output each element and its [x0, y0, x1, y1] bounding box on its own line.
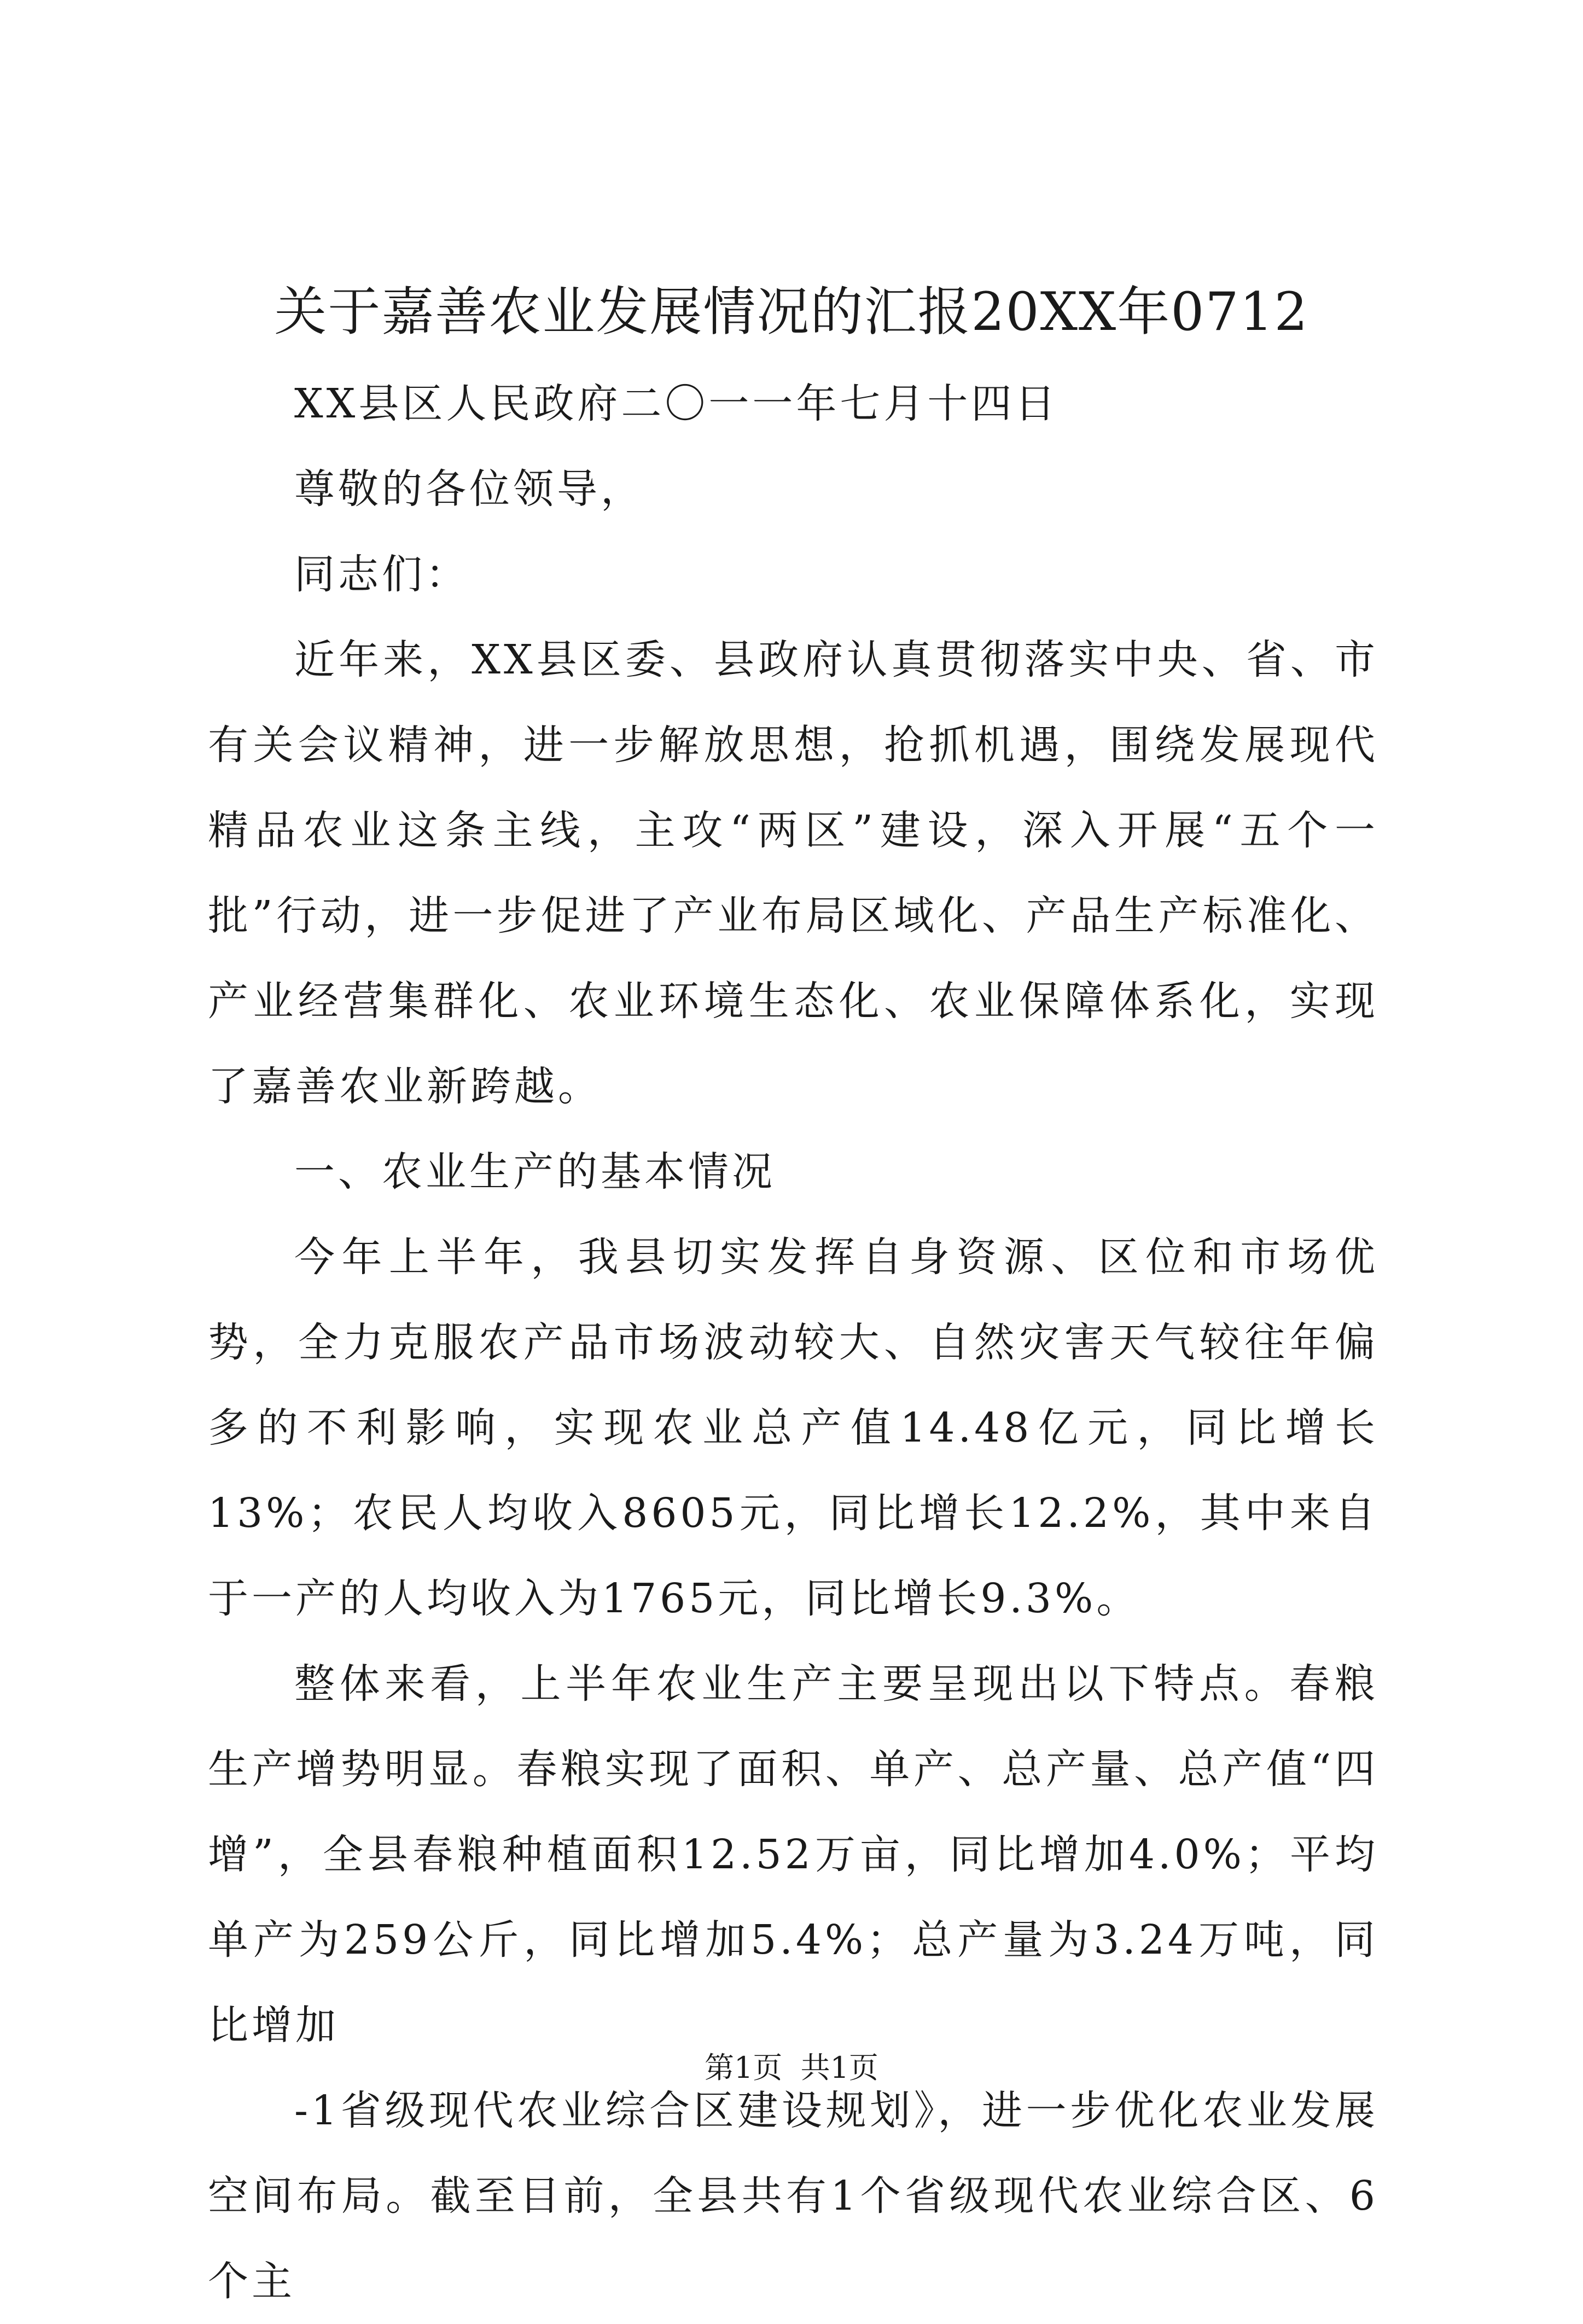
salutation-line: 尊敬的各位领导， — [294, 466, 644, 513]
body-paragraph: -1省级现代农业综合区建设规划》，进一步优化农业发展空间布局。截至目前，全县共有1个省级现代农业综合区、6个主 — [208, 2087, 1378, 2305]
body-paragraph: 今年上半年，我县切实发挥自身资源、区位和市场优势，全力克服农产品市场波动较大、自然灾害天气较往年偏多的不利影响，实现农业总产值14.48亿元，同比增长13%；农民人均收入8605元，同比增长12.2%，其中来自于一产的人均收入为1765元，同比增长9.3%。 — [208, 1234, 1378, 1622]
salutation-line-2: 同志们： — [294, 551, 469, 598]
section-heading: 一、农业生产的基本情况 — [294, 1148, 776, 1195]
page-footer — [0, 2049, 1583, 2087]
document-body — [208, 361, 1378, 2324]
document-title: 关于嘉善农业发展情况的汇报20XX年0712 — [274, 281, 1309, 342]
page-number: 第1页 — [705, 2050, 783, 2085]
author-date-line: XX县区人民政府二〇一一年七月十四日 — [294, 380, 1059, 427]
body-paragraph: 整体来看，上半年农业生产主要呈现出以下特点。春粮生产增势明显。春粮实现了面积、单产、总产量、总产值“四增”，全县春粮种植面积12.52万亩，同比增加4.0%；平均单产为259公斤，同比增加5.4%；总产量为3.24万吨，同比增加 — [208, 1660, 1378, 2049]
page-total: 共1页 — [800, 2050, 878, 2085]
body-paragraph: 近年来，XX县区委、县政府认真贯彻落实中央、省、市有关会议精神，进一步解放思想，抢抓机遇，围绕发展现代精品农业这条主线，主攻“两区”建设，深入开展“五个一批”行动，进一步促进了产业布局区域化、产品生产标准化、产业经营集群化、农业环境生态化、农业保障体系化，实现了嘉善农业新跨越。 — [208, 636, 1378, 1110]
